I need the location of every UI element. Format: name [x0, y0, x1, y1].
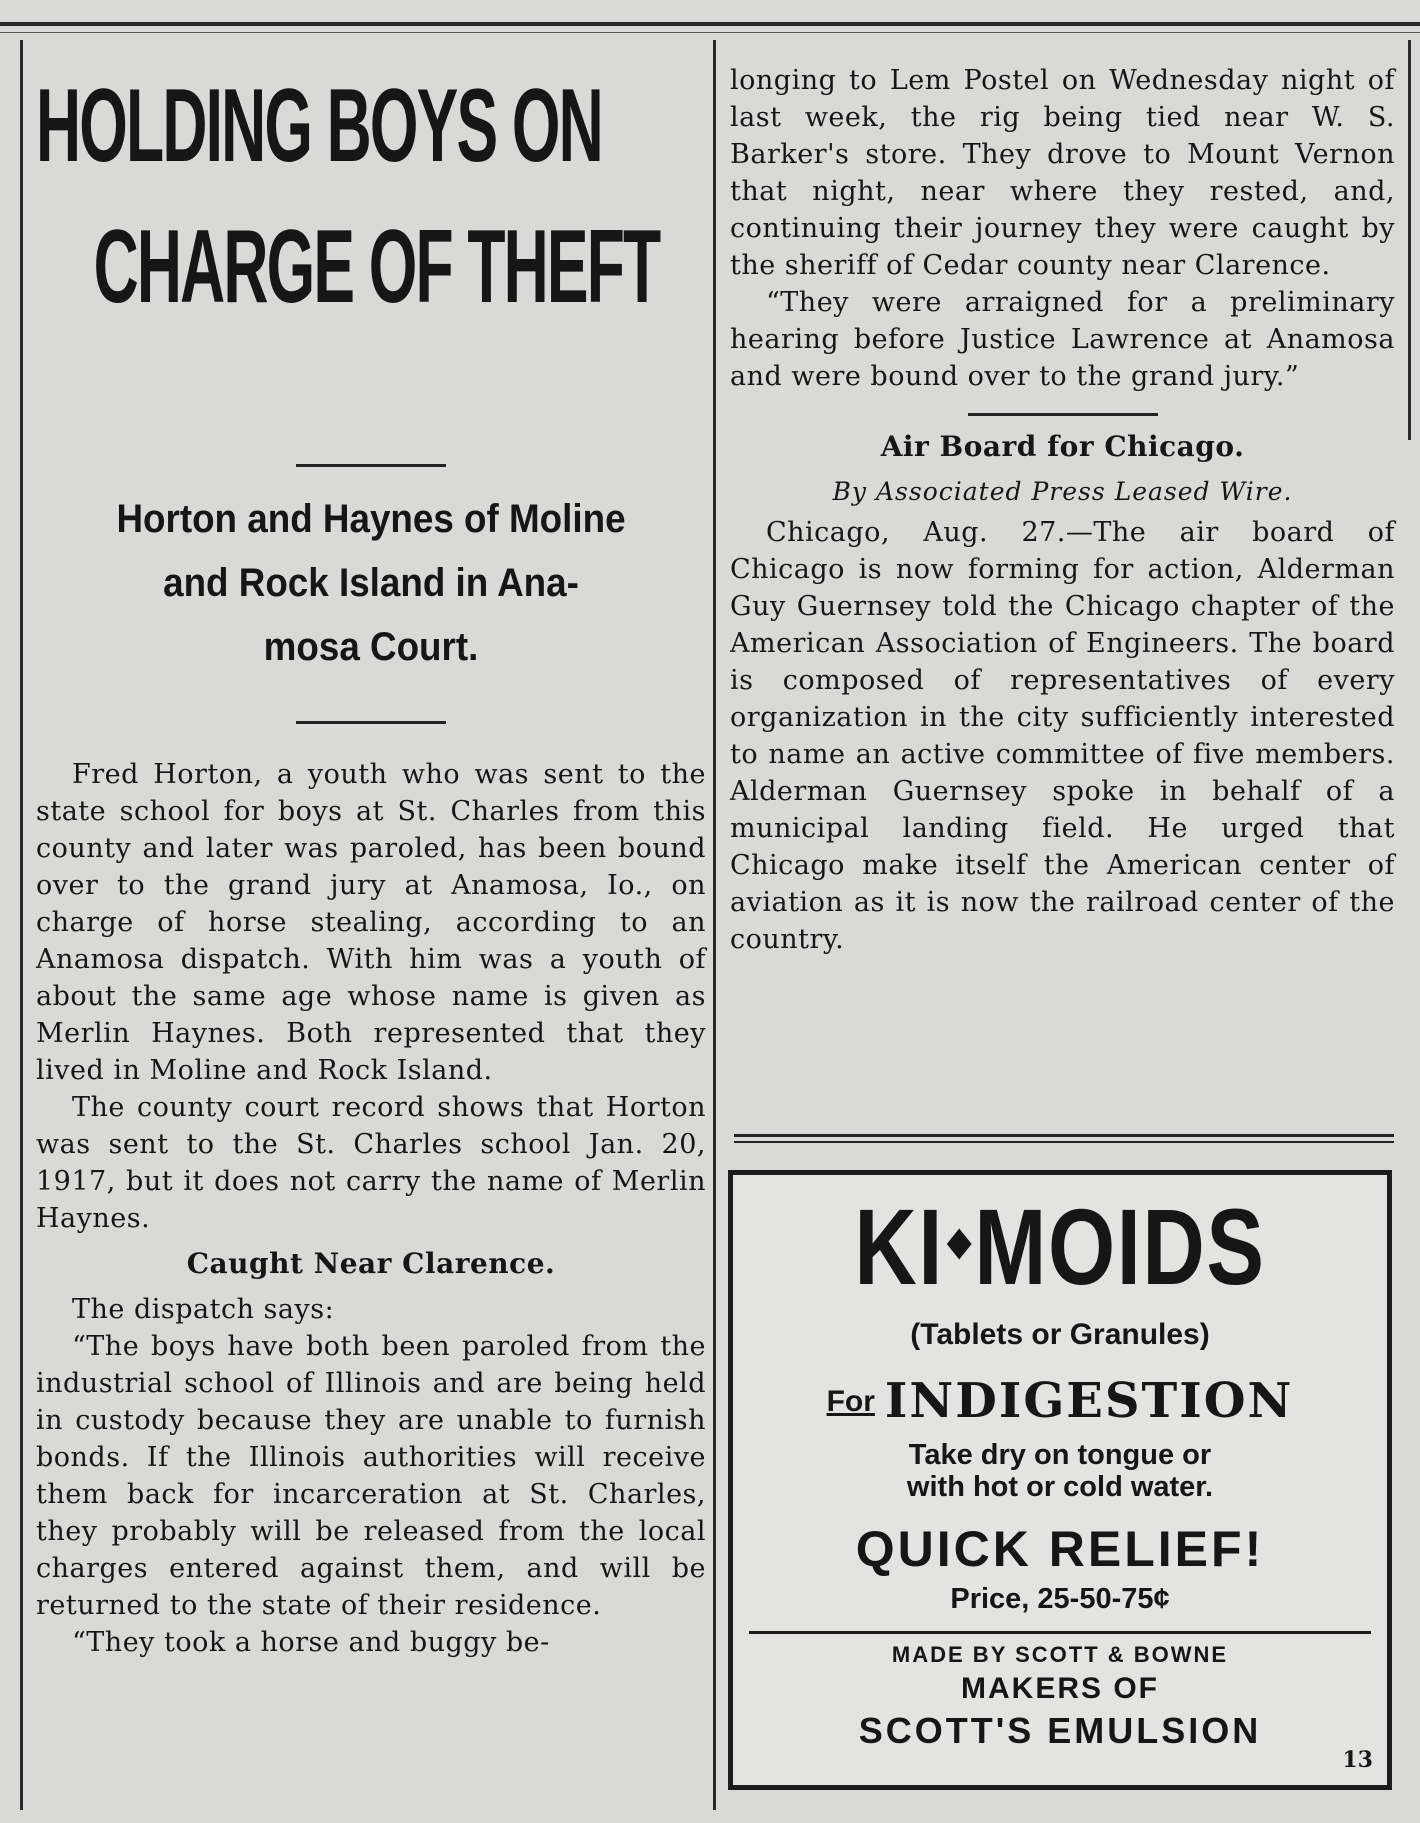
headline — [36, 56, 756, 339]
ad-indication-line — [733, 1373, 1387, 1429]
left-column — [36, 56, 706, 1661]
continuation-paragraph: longing to Lem Postel on Wednesday night of last week, the rig being tied near W. S. Barker's store. They drove to Mount Vernon that night, near where they rested, and, continuing their journey they were caught by the sheriff of Cedar county near Clarence. — [730, 65, 1395, 281]
article2-byline: By Associated Press Leased Wire. — [832, 477, 1293, 506]
top-rule-thin — [0, 32, 1420, 33]
continuation-body — [730, 62, 1395, 395]
ad-divider — [749, 1631, 1371, 1634]
subhead-line-1: Horton and Haynes of Moline — [116, 497, 626, 541]
diamond-icon — [947, 1229, 972, 1260]
article-paragraph: “The boys have both been paroled from the industrial school of Illinois and are being held in custody because they are unable to furnish bonds. If the Illinois authorities will receive them back for incarceration at St. Charles, they probably will be released from the local charges entered against them, and will be returned to the state of their residence. — [36, 1331, 706, 1621]
article2-body: Chicago, Aug. 27.—The air board of Chicago is now forming for action, Alderman Guy Guernsey told the Chicago chapter of the American Association of Engineers. The board is composed of representatives of every organization in the city sufficiently interested to name an active committee of five members. Alderman Guernsey spoke in behalf of a municipal landing field. He urged that Chicago make itself the American center of aviation as it is now the railroad center of the country. — [730, 517, 1395, 955]
subhead-block — [36, 487, 706, 679]
ad-made-by: MADE BY SCOTT & BOWNE — [891, 1642, 1229, 1667]
article-paragraph: The dispatch says: — [72, 1294, 335, 1325]
ad-price: Price, 25-50-75¢ — [950, 1583, 1170, 1615]
continuation-paragraph: “They were arraigned for a preliminary hearing before Justice Lawrence at Anamosa and were bound over to the grand jury.” — [730, 287, 1395, 392]
headline-line-1: HOLDING BOYS ON — [36, 68, 602, 184]
headline-line-2: CHARGE OF THEFT — [93, 209, 660, 326]
separator-dash-2 — [296, 721, 446, 724]
ad-brand — [798, 1187, 1321, 1307]
ad-rule-top-2 — [734, 1141, 1394, 1143]
article2 — [730, 426, 1395, 958]
top-rule — [0, 22, 1420, 26]
article-paragraph: The county court record shows that Horton was sent to the St. Charles school Jan. 20, 1917, but it does not carry the name of Merlin Haynes. — [36, 1092, 706, 1234]
right-column — [730, 62, 1395, 958]
ad-relief: QUICK RELIEF! — [855, 1521, 1265, 1577]
crosshead: Caught Near Clarence. — [186, 1247, 556, 1280]
article-paragraph: “They took a horse and buggy be- — [72, 1627, 550, 1658]
advertisement — [728, 1170, 1392, 1790]
ad-brand-right: MOIDS — [974, 1186, 1266, 1307]
subhead-line-2: and Rock Island in Ana- — [163, 561, 579, 605]
article2-body-wrap — [730, 514, 1395, 958]
ad-for: For — [826, 1385, 875, 1418]
separator-dash-3 — [968, 413, 1158, 416]
article-body — [36, 756, 706, 1661]
ad-brand-left: KI — [854, 1186, 944, 1307]
article-paragraph: Fred Horton, a youth who was sent to the state school for boys at St. Charles from this county and later was paroled, has been bound over to the grand jury at Anamosa, Io., on charge of horse stealing, according to an Anamosa dispatch. With him was a youth of about the same age whose name is given as Merlin Haynes. Both represented that they lived in Moline and Rock Island. — [36, 759, 706, 1086]
ad-indication: INDIGESTION — [884, 1373, 1294, 1429]
ad-instructions-line-2: with hot or cold water. — [906, 1471, 1214, 1503]
ad-subtitle: (Tablets or Granules) — [910, 1318, 1210, 1351]
ad-product: SCOTT'S EMULSION — [858, 1710, 1262, 1751]
ad-number: 13 — [1342, 1747, 1373, 1773]
separator-dash — [296, 464, 446, 467]
ad-makers-of: MAKERS OF — [961, 1672, 1159, 1705]
ad-instructions-line-1: Take dry on tongue or — [908, 1439, 1212, 1471]
subhead-line-3: mosa Court. — [263, 625, 479, 669]
article2-title: Air Board for Chicago. — [880, 430, 1245, 463]
headline-block — [36, 56, 706, 376]
ad-rule-top — [734, 1134, 1394, 1137]
column-rule-right — [1408, 40, 1411, 440]
column-rule-left — [20, 40, 23, 1810]
